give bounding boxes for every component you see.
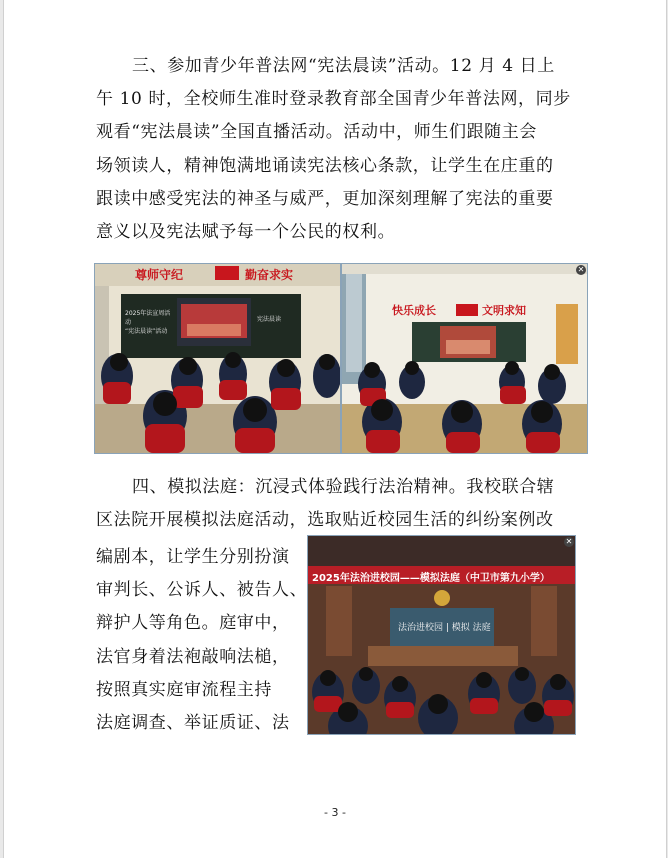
photo1-banner-left: 尊师守纪 [135,268,184,282]
photo1-board-left-text: 2025年法宣周活动 “宪法晨读”活动 [125,310,171,335]
text-line: 法官身着法袍敲响法槌， [96,646,290,667]
classroom-photo-1-image [95,264,340,453]
photo1-banner-right: 勤奋求实 [245,268,294,282]
mock-court-photo[interactable] [307,535,576,735]
text-line: 按照真实庭审流程主持 [96,679,272,700]
page-number: - 3 - [324,806,346,819]
text-line: 审判长、公诉人、被告人、 [96,580,308,601]
text-line: 三、参加青少年普法网“宪法晨读”活动。12 月 4 日上 [132,56,555,76]
text-line: 编剧本，让学生分别扮演 [96,547,290,567]
mock-court-banner: 2025年法治进校园——模拟法庭（中卫市第九小学） [312,573,550,584]
photo2-banner-left: 快乐成长 [392,304,436,317]
photo2-banner-right: 文明求知 [482,304,526,317]
classroom-photo-2[interactable] [341,263,588,454]
text-line: 四、模拟法庭：沉浸式体验践行法治精神。我校联合辖 [132,477,555,497]
photo1-board-right-text: 宪法晨读 [257,316,282,323]
document-page [3,0,667,858]
text-line: 辩护人等角色。庭审中， [96,613,290,634]
text-line: 法庭调查、举证质证、法 [96,713,290,734]
mock-court-photo-image [308,536,575,734]
text-line: 观看“宪法晨读”全国直播活动。活动中，师生们跟随主会 [96,122,537,143]
close-icon[interactable]: ✕ [577,265,585,274]
classroom-photo-1[interactable] [94,263,341,454]
text-line: 场领读人，精神饱满地诵读宪法核心条款，让学生在庄重的 [96,155,554,176]
section-4-intro [96,471,586,537]
classroom-photo-2-image [342,264,587,453]
mock-court-screen-text: 法治进校园 | 模拟 法庭 [398,623,491,633]
text-line: 意义以及宪法赋予每一个公民的权利。 [96,222,396,243]
text-line: 区法院开展模拟法庭活动，选取贴近校园生活的纠纷案例改 [96,510,554,531]
close-icon[interactable]: ✕ [565,537,573,546]
section-4-wrapped-text [96,541,306,740]
section-3-paragraph [96,50,586,249]
text-line: 跟读中感受宪法的神圣与威严，更加深刻理解了宪法的重要 [96,188,554,209]
text-line: 午 10 时，全校师生准时登录教育部全国青少年普法网，同步 [96,89,571,110]
